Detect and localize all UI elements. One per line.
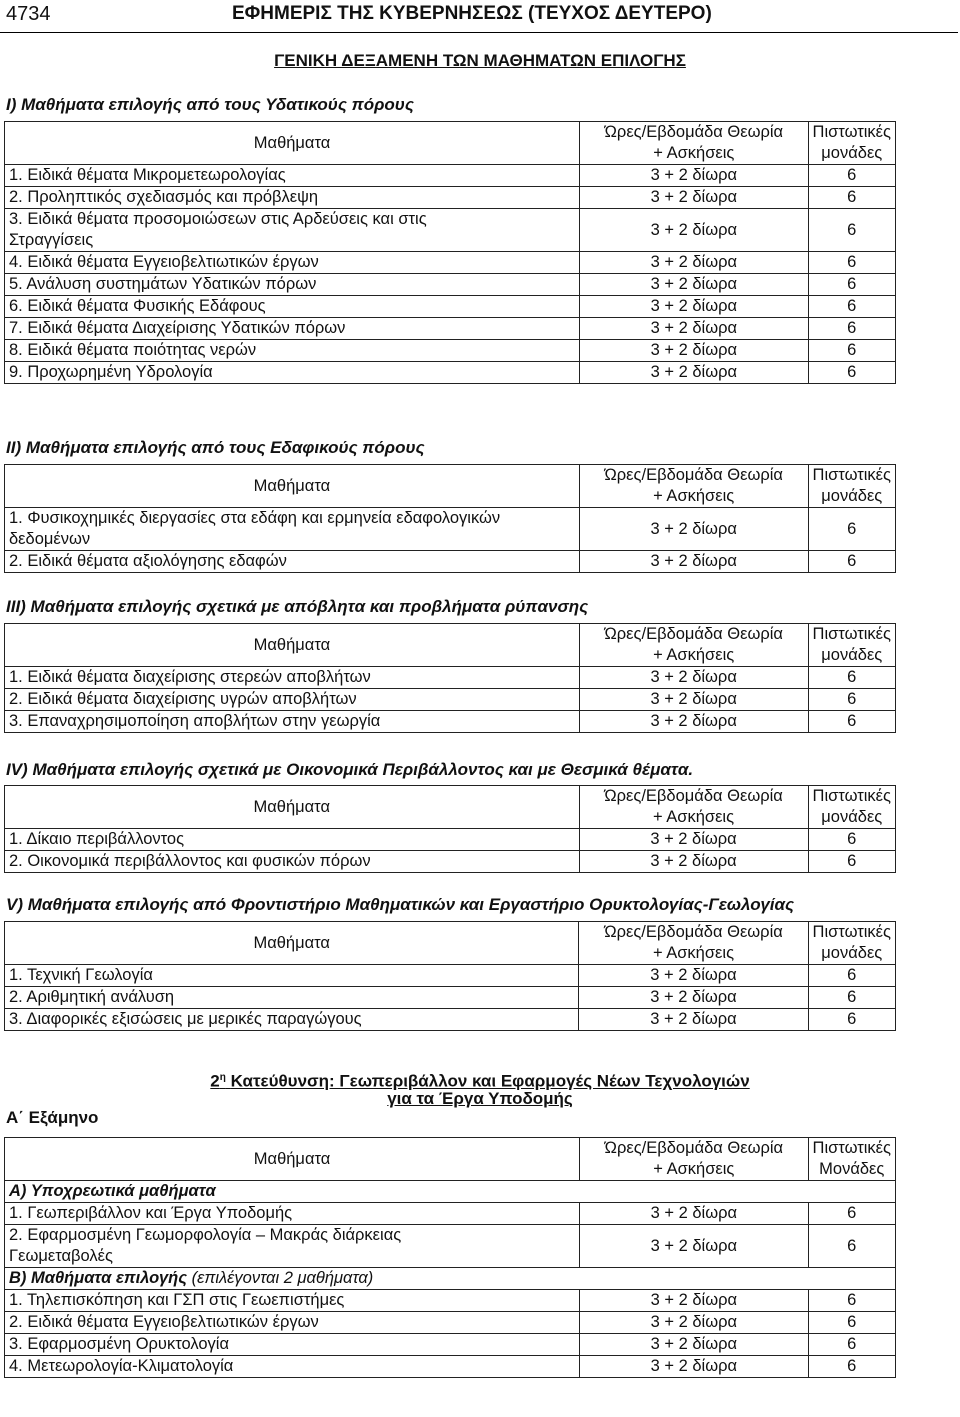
course-cell: 1. Ειδικά θέματα Μικρομετεωρολογίας <box>5 165 580 187</box>
courses-table <box>4 785 896 873</box>
credits-cell: 6 <box>808 508 895 551</box>
table-row <box>5 187 896 209</box>
table-header-row <box>5 1138 896 1181</box>
hours-cell: 3 + 2 δίωρα <box>580 1290 808 1312</box>
hours-column-header: Ώρες/Εβδομάδα Θεωρία + Ασκήσεις <box>579 922 808 965</box>
credits-cell: 6 <box>808 209 895 252</box>
credits-cell: 6 <box>808 829 895 851</box>
credits-cell: 6 <box>808 689 895 711</box>
table-row <box>5 987 896 1009</box>
semester-label: Α΄ Εξάμηνο <box>6 1108 99 1127</box>
hours-cell: 3 + 2 δίωρα <box>580 252 808 274</box>
direction-subtitle: για τα Έργα Υποδομής <box>387 1089 573 1108</box>
hours-column-header: Ώρες/Εβδομάδα Θεωρία + Ασκήσεις <box>579 465 808 508</box>
course-column-header: Μαθήματα <box>5 922 579 965</box>
hours-column-header: Ώρες/Εβδομάδα Θεωρία + Ασκήσεις <box>580 1138 808 1181</box>
course-column-header: Μαθήματα <box>5 465 580 508</box>
course-cell: 2. Ειδικά θέματα Εγγειοβελτιωτικών έργων <box>5 1312 580 1334</box>
course-cell: 3. Ειδικά θέματα προσομοιώσεων στις Αρδεύσεις και στις Στραγγίσεις <box>5 209 580 252</box>
table-row <box>5 209 896 252</box>
course-cell: 2. Οικονομικά περιβάλλοντος και φυσικών πόρων <box>5 851 580 873</box>
table-header-row <box>5 786 896 829</box>
credits-cell: 6 <box>808 1225 895 1268</box>
course-column-header: Μαθήματα <box>5 624 580 667</box>
hours-cell: 3 + 2 δίωρα <box>580 187 808 209</box>
table-row <box>5 508 896 551</box>
credits-column-header: Πιστωτικές Μονάδες <box>808 1138 895 1181</box>
credits-column-header: Πιστωτικές μονάδες <box>808 122 895 165</box>
credits-cell: 6 <box>808 252 895 274</box>
course-cell: 4. Μετεωρολογία-Κλιματολογία <box>5 1356 580 1378</box>
hours-cell: 3 + 2 δίωρα <box>580 1203 808 1225</box>
course-column-header: Μαθήματα <box>5 786 580 829</box>
hours-cell: 3 + 2 δίωρα <box>580 209 808 252</box>
course-cell: 4. Ειδικά θέματα Εγγειοβελτιωτικών έργων <box>5 252 580 274</box>
credits-cell: 6 <box>808 987 895 1009</box>
courses-table <box>4 623 896 733</box>
hours-cell: 3 + 2 δίωρα <box>580 340 808 362</box>
hours-column-header: Ώρες/Εβδομάδα Θεωρία + Ασκήσεις <box>579 786 808 829</box>
hours-cell: 3 + 2 δίωρα <box>580 362 808 384</box>
credits-column-header: Πιστωτικές μονάδες <box>808 465 895 508</box>
course-column-header: Μαθήματα <box>5 1138 580 1181</box>
hours-cell: 3 + 2 δίωρα <box>580 165 808 187</box>
table-row <box>5 1356 896 1378</box>
course-cell: 8. Ειδικά θέματα ποιότητας νερών <box>5 340 580 362</box>
credits-cell: 6 <box>808 362 895 384</box>
table-row <box>5 1334 896 1356</box>
subheading-row <box>5 1268 896 1290</box>
hours-cell: 3 + 2 δίωρα <box>579 965 808 987</box>
direction-table <box>4 1137 896 1378</box>
course-cell: 1. Δίκαιο περιβάλλοντος <box>5 829 580 851</box>
course-cell: 7. Ειδικά θέματα Διαχείρισης Υδατικών πόρων <box>5 318 580 340</box>
course-cell: Β) Μαθήματα επιλογής (επιλέγονται 2 μαθήματα) <box>5 1268 896 1290</box>
table-row <box>5 1203 896 1225</box>
courses-table <box>4 464 896 573</box>
course-cell: 5. Ανάλυση συστημάτων Υδατικών πόρων <box>5 274 580 296</box>
table-row <box>5 340 896 362</box>
hours-cell: 3 + 2 δίωρα <box>580 274 808 296</box>
table-header-row <box>5 624 896 667</box>
hours-cell: 3 + 2 δίωρα <box>579 508 808 551</box>
credits-cell: 6 <box>808 318 895 340</box>
gazette-title: ΕΦΗΜΕΡΙΣ ΤΗΣ ΚΥΒΕΡΝΗΣΕΩΣ (ΤΕΥΧΟΣ ΔΕΥΤΕΡΟ) <box>232 3 712 24</box>
credits-cell: 6 <box>808 711 895 733</box>
credits-cell: 6 <box>808 667 895 689</box>
course-cell: 2. Εφαρμοσμένη Γεωμορφολογία – Μακράς διάρκειας Γεωμεταβολές <box>5 1225 580 1268</box>
course-cell: 2. Ειδικά θέματα αξιολόγησης εδαφών <box>5 551 580 573</box>
table-header-row <box>5 122 896 165</box>
page-number: 4734 <box>6 3 51 25</box>
hours-cell: 3 + 2 δίωρα <box>580 1312 808 1334</box>
section-title: ΙΙ) Μαθήματα επιλογής από τους Εδαφικούς πόρους <box>6 438 425 457</box>
hours-cell: 3 + 2 δίωρα <box>580 296 808 318</box>
credits-cell: 6 <box>808 1312 895 1334</box>
courses-table <box>4 121 896 384</box>
course-cell: 3. Εφαρμοσμένη Ορυκτολογία <box>5 1334 580 1356</box>
hours-cell: 3 + 2 δίωρα <box>580 1225 808 1268</box>
hours-cell: 3 + 2 δίωρα <box>580 1356 808 1378</box>
course-cell: 3. Διαφορικές εξισώσεις με μερικές παραγώγους <box>5 1009 579 1031</box>
hours-cell: 3 + 2 δίωρα <box>579 667 808 689</box>
credits-cell: 6 <box>808 1009 895 1031</box>
table-row <box>5 362 896 384</box>
subheading-row <box>5 1181 896 1203</box>
table-row <box>5 1290 896 1312</box>
hours-cell: 3 + 2 δίωρα <box>580 318 808 340</box>
credits-cell: 6 <box>808 1203 895 1225</box>
pool-title: ΓΕΝΙΚΗ ΔΕΞΑΜΕΝΗ ΤΩΝ ΜΑΘΗΜΑΤΩΝ ΕΠΙΛΟΓΗΣ <box>274 51 686 70</box>
hours-cell: 3 + 2 δίωρα <box>579 987 808 1009</box>
table-row <box>5 689 896 711</box>
direction-title: $2^\eta$ Κατεύθυνση: Γεωπεριβάλλον και Εφαρμογές Νέων Τεχνολογιών <box>210 1071 750 1091</box>
table-row <box>5 829 896 851</box>
section-title: ΙV) Μαθήματα επιλογής σχετικά με Οικονομικά Περιβάλλοντος και με Θεσμικά θέματα. <box>6 760 694 779</box>
credits-cell: 6 <box>808 1290 895 1312</box>
table-row <box>5 252 896 274</box>
credits-cell: 6 <box>808 965 895 987</box>
course-cell: 9. Προχωρημένη Υδρολογία <box>5 362 580 384</box>
table-row <box>5 165 896 187</box>
credits-cell: 6 <box>808 1356 895 1378</box>
credits-cell: 6 <box>808 1334 895 1356</box>
table-row <box>5 274 896 296</box>
courses-table <box>4 921 896 1031</box>
course-cell: 2. Προληπτικός σχεδιασμός και πρόβλεψη <box>5 187 580 209</box>
credits-cell: 6 <box>808 274 895 296</box>
course-cell: 3. Επαναχρησιμοποίηση αποβλήτων στην γεωργία <box>5 711 580 733</box>
course-cell: 1. Γεωπεριβάλλον και Έργα Υποδομής <box>5 1203 580 1225</box>
course-cell: 1. Τηλεπισκόπηση και ΓΣΠ στις Γεωεπιστήμες <box>5 1290 580 1312</box>
table-header-row <box>5 465 896 508</box>
table-header-row <box>5 922 896 965</box>
course-column-header: Μαθήματα <box>5 122 580 165</box>
credits-column-header: Πιστωτικές μονάδες <box>808 786 895 829</box>
table-row <box>5 1009 896 1031</box>
credits-column-header: Πιστωτικές μονάδες <box>808 624 895 667</box>
hours-cell: 3 + 2 δίωρα <box>579 829 808 851</box>
course-cell: Α) Υποχρεωτικά μαθήματα <box>5 1181 896 1203</box>
table-row <box>5 711 896 733</box>
table-row <box>5 296 896 318</box>
credits-column-header: Πιστωτικές μονάδες <box>808 922 895 965</box>
hours-column-header: Ώρες/Εβδομάδα Θεωρία + Ασκήσεις <box>580 122 808 165</box>
course-cell: 2. Αριθμητική ανάλυση <box>5 987 579 1009</box>
section-title: V) Μαθήματα επιλογής από Φροντιστήριο Μαθηματικών και Εργαστήριο Ορυκτολογίας-Γεωλογίας <box>6 895 795 914</box>
header-divider <box>0 32 958 33</box>
credits-cell: 6 <box>808 551 895 573</box>
table-row <box>5 551 896 573</box>
section-title: ΙΙΙ) Μαθήματα επιλογής σχετικά με απόβλητα και προβλήματα ρύπανσης <box>6 597 589 616</box>
page-header <box>0 0 960 33</box>
credits-cell: 6 <box>808 165 895 187</box>
hours-cell: 3 + 2 δίωρα <box>579 711 808 733</box>
course-cell: 1. Φυσικοχημικές διεργασίες στα εδάφη και ερμηνεία εδαφολογικών δεδομένων <box>5 508 580 551</box>
table-row <box>5 318 896 340</box>
hours-cell: 3 + 2 δίωρα <box>579 1009 808 1031</box>
hours-cell: 3 + 2 δίωρα <box>579 851 808 873</box>
credits-cell: 6 <box>808 187 895 209</box>
course-cell: 1. Ειδικά θέματα διαχείρισης στερεών αποβλήτων <box>5 667 580 689</box>
course-cell: 2. Ειδικά θέματα διαχείρισης υγρών αποβλήτων <box>5 689 580 711</box>
course-cell: 1. Τεχνική Γεωλογία <box>5 965 579 987</box>
hours-column-header: Ώρες/Εβδομάδα Θεωρία + Ασκήσεις <box>579 624 808 667</box>
hours-cell: 3 + 2 δίωρα <box>580 1334 808 1356</box>
credits-cell: 6 <box>808 851 895 873</box>
credits-cell: 6 <box>808 340 895 362</box>
section-title: Ι) Μαθήματα επιλογής από τους Υδατικούς πόρους <box>6 95 414 114</box>
table-row <box>5 667 896 689</box>
course-cell: 6. Ειδικά θέματα Φυσικής Εδάφους <box>5 296 580 318</box>
hours-cell: 3 + 2 δίωρα <box>579 551 808 573</box>
credits-cell: 6 <box>808 296 895 318</box>
table-row <box>5 965 896 987</box>
table-row <box>5 851 896 873</box>
table-row <box>5 1312 896 1334</box>
hours-cell: 3 + 2 δίωρα <box>579 689 808 711</box>
table-row <box>5 1225 896 1268</box>
